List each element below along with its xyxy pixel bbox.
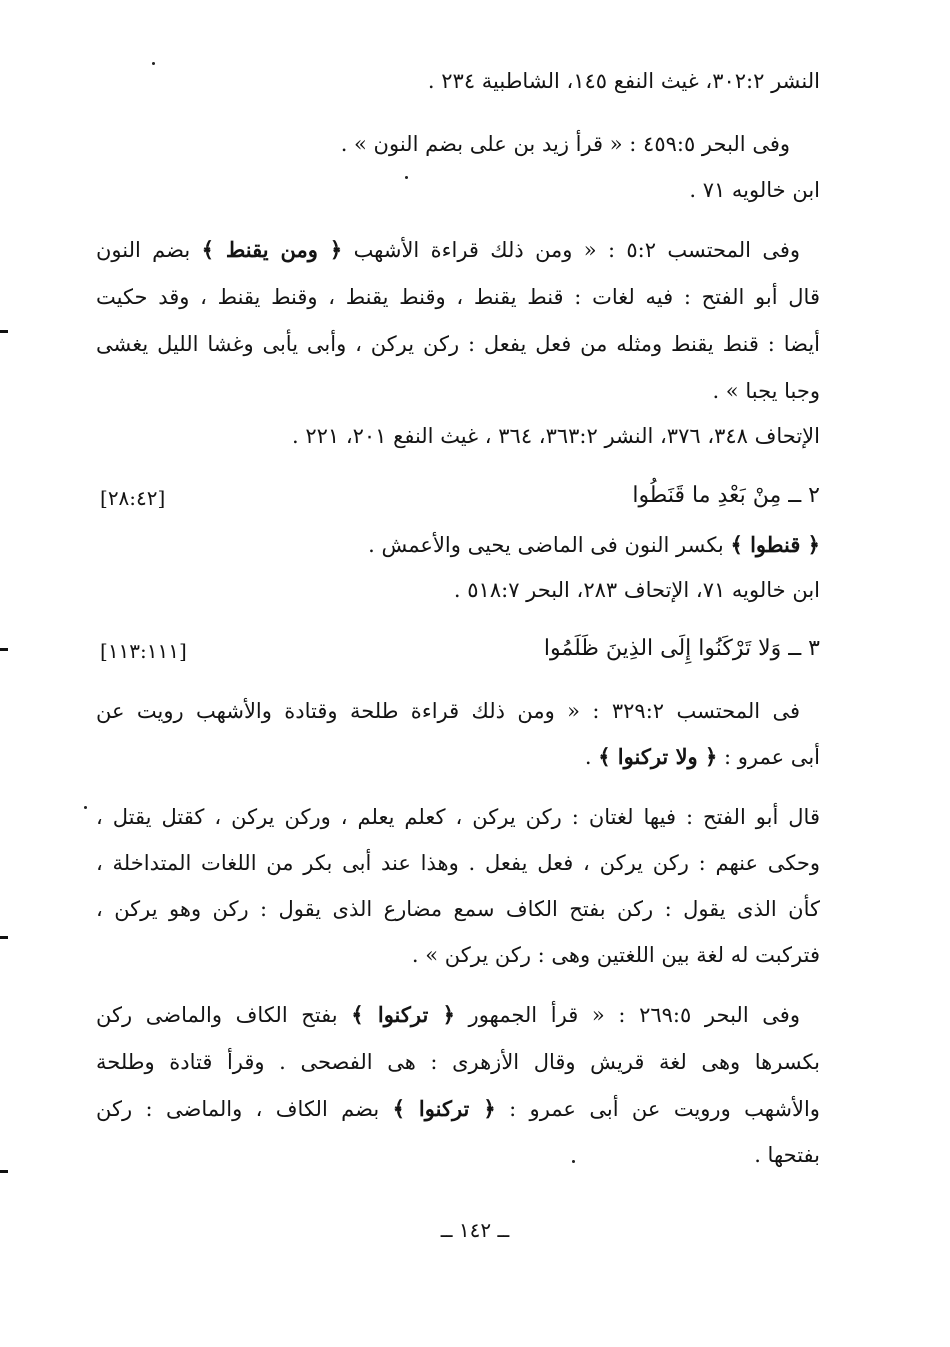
verse-reference: [١١٣:١١١] — [100, 639, 187, 663]
text-line: ابن خالويه ٧١ . — [689, 178, 820, 202]
quran-word: ﴿ ومن يقنط ﴾ — [201, 237, 343, 262]
text-line: كأن الذى يقول : ركن بفتح الكاف سمع مضارع الذى يقول : ركن وهو يركن ، — [96, 897, 820, 921]
text-line: النشر ٣٠٢:٢، غيث النفع ١٤٥، الشاطبية ٢٣٤ . — [427, 69, 820, 93]
text-line: قال أبو الفتح : فيها لغتان : ركن يركن ، كعلم يعلم ، وركن يركن ، كقتل يقتل ، — [96, 805, 820, 829]
text-line: ابن خالويه ٧١، الإتحاف ٢٨٣، البحر ٥١٨:٧ . — [453, 578, 820, 602]
text-line: وجبا يجبا » . — [712, 379, 820, 403]
text-line: والأشهب ورويت عن أبى عمرو : ﴿ تركنوا ﴾ بضم الكاف ، والماضى : ركن — [96, 1096, 820, 1121]
scan-mark — [0, 648, 8, 651]
text-line: وفى المحتسب ٥:٢ : « ومن ذلك قراءة الأشهب ﴿ ومن يقنط ﴾ بضم النون — [96, 237, 801, 262]
text-line: ﴿ قنطوا ﴾ بكسر النون فى الماضى يحيى والأعمش . — [368, 532, 820, 557]
scan-speck — [152, 62, 155, 65]
quran-word: ﴿ تركنوا ﴾ — [351, 1002, 455, 1027]
text-line: وفى البحر ٤٥٩:٥ : « قرأ زيد بن على بضم النون » . — [340, 132, 790, 156]
text-line: وحكى عنهم : ركن يركن ، فعل يفعل . وهذا عند أبى بكر من اللغات المتداخلة ، — [96, 851, 820, 875]
text-line: بكسرها وهى لغة قريش وقال الأزهرى : هى الفصحى . وقرأ قتادة وطلحة — [96, 1050, 820, 1074]
quran-word: ﴿ قنطوا ﴾ — [730, 532, 820, 557]
scan-mark — [0, 1170, 8, 1173]
text-line: فتركبت له لغة بين اللغتين وهى : ركن يركن » . — [411, 943, 820, 967]
verse-heading: ٢ ــ مِنْ بَعْدِ ما قَنَطُوا — [632, 483, 820, 508]
text-line: فى المحتسب ٣٢٩:٢ : « ومن ذلك قراءة طلحة وقتادة والأشهب رويت عن — [96, 699, 801, 723]
text-line: أيضا : قنط يقنط ومثله من فعل يفعل : ركن يركن ، وأبى يأبى وغشا الليل يغشى — [96, 332, 820, 356]
scan-speck — [84, 806, 87, 809]
text-line: وفى البحر ٢٦٩:٥ : « قرأ الجمهور ﴿ تركنوا ﴾ بفتح الكاف والماضى ركن — [96, 1002, 800, 1027]
verse-reference: [٢٨:٤٢] — [100, 486, 166, 510]
text-line: الإتحاف ٣٤٨، ٣٧٦، النشر ٣٦٣:٢، ٣٦٤ ، غيث النفع ٢٠١، ٢٢١ . — [291, 424, 820, 448]
quran-word: ﴿ تركنوا ﴾ — [392, 1096, 496, 1121]
verse-heading: ٣ ــ وَلا تَرْكَنُوا إِلَى الذِينَ ظَلَمُوا — [543, 636, 820, 661]
page-number: ــ ١٤٢ ــ — [440, 1218, 510, 1242]
quran-word: ﴿ ولا تركنوا ﴾ — [598, 744, 718, 769]
scan-speck — [572, 1160, 575, 1163]
text-line: قال أبو الفتح : فيه لغات : قنط يقنط ، وقنط يقنط ، وقنط يقنط ، وقد حكيت — [96, 285, 820, 309]
scan-mark — [0, 936, 8, 939]
scan-mark — [0, 330, 8, 333]
text-line: أبى عمرو : ﴿ ولا تركنوا ﴾ . — [584, 744, 820, 769]
text-line: بفتحها . — [754, 1143, 820, 1167]
scan-speck — [405, 176, 408, 179]
